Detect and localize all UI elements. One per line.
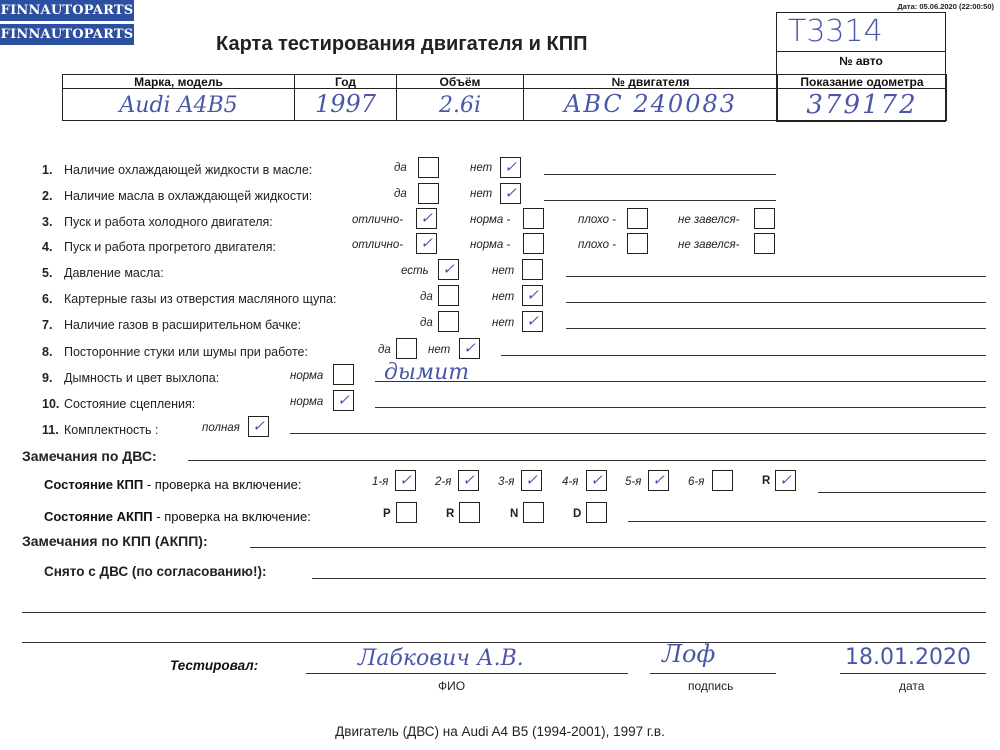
option-label: нет — [492, 291, 515, 303]
item-label: Состояние сцепления: — [64, 397, 196, 411]
checkbox[interactable] — [418, 183, 439, 204]
gear-label: 3-я — [498, 476, 515, 488]
col-header-odometer: Показание одометра — [778, 75, 947, 89]
tester-name-handwritten: Лабкович А.В. — [358, 646, 524, 671]
item-label: Посторонние стуки или шумы при работе: — [64, 345, 308, 359]
name-caption: ФИО — [438, 679, 466, 693]
option-label: да — [394, 162, 407, 174]
mode-label: R — [446, 508, 455, 520]
checkbox[interactable]: ✓ — [775, 470, 796, 491]
image-caption: Двигатель (ДВС) на Audi A4 B5 (1994-2001), 1997 г.в. — [335, 724, 665, 739]
item-number: 2. — [42, 189, 53, 203]
option-label: плохо - — [578, 239, 616, 251]
col-header-year: Год — [295, 75, 397, 89]
page-title: Карта тестирования двигателя и КПП — [216, 33, 588, 55]
notes-line[interactable] — [22, 642, 986, 643]
item-number: 9. — [42, 371, 53, 385]
gear-label: 6-я — [688, 476, 705, 488]
option-label: не завелся- — [678, 214, 740, 226]
auto-number-cell — [776, 12, 946, 52]
notes-line[interactable] — [375, 381, 986, 382]
checkbox[interactable] — [333, 364, 354, 385]
checkbox[interactable] — [523, 502, 544, 523]
checkbox[interactable] — [523, 208, 544, 229]
checkbox[interactable]: ✓ — [459, 338, 480, 359]
checkbox[interactable] — [754, 233, 775, 254]
item-label: Пуск и работа прогретого двигателя: — [64, 240, 276, 254]
gear-label: 2-я — [435, 476, 452, 488]
checkbox[interactable]: ✓ — [586, 470, 607, 491]
option-label: норма — [290, 370, 324, 382]
mode-label: N — [510, 508, 519, 520]
option-label: есть — [401, 265, 429, 277]
col-header-model: Марка, модель — [63, 75, 295, 89]
item-number: 7. — [42, 318, 53, 332]
checkbox[interactable] — [522, 259, 543, 280]
notes-line[interactable] — [312, 578, 986, 579]
gear-label: 5-я — [625, 476, 642, 488]
option-label: да — [420, 291, 433, 303]
volume-value: 2.6i — [397, 89, 524, 121]
option-label: норма — [290, 396, 324, 408]
item-number: 1. — [42, 163, 53, 177]
option-label: да — [420, 317, 433, 329]
item-number: 4. — [42, 240, 53, 254]
notes-line[interactable] — [566, 302, 986, 303]
checkbox[interactable] — [712, 470, 733, 491]
gear-label: 4-я — [562, 476, 579, 488]
option-label: норма - — [470, 214, 511, 226]
checkbox[interactable] — [396, 502, 417, 523]
mode-label: P — [383, 508, 391, 520]
checkbox[interactable] — [627, 233, 648, 254]
checkbox[interactable]: ✓ — [438, 259, 459, 280]
checkbox[interactable] — [396, 338, 417, 359]
item-number: 8. — [42, 345, 53, 359]
notes-line[interactable] — [566, 328, 986, 329]
year-value: 1997 — [295, 89, 397, 121]
date-line[interactable] — [840, 673, 986, 674]
checkbox[interactable]: ✓ — [416, 233, 437, 254]
item-label: Дымность и цвет выхлопа: — [64, 371, 220, 385]
signature-handwritten: Лоф — [662, 640, 716, 668]
notes-line[interactable] — [22, 612, 986, 613]
item-label: Давление масла: — [64, 266, 164, 280]
option-label: нет — [492, 265, 515, 277]
name-line[interactable] — [306, 673, 628, 674]
item-number: 6. — [42, 292, 53, 306]
checkbox[interactable] — [438, 285, 459, 306]
mode-label: D — [573, 508, 582, 520]
tested-label: Тестировал: — [170, 658, 259, 673]
checkbox[interactable] — [586, 502, 607, 523]
model-value: Audi A4B5 — [63, 89, 295, 121]
item-label: Картерные газы из отверстия масляного щупа: — [64, 292, 337, 306]
checkbox[interactable]: ✓ — [395, 470, 416, 491]
checkbox[interactable]: ✓ — [416, 208, 437, 229]
option-label: полная — [202, 422, 240, 434]
signature-line[interactable] — [650, 673, 776, 674]
checkbox[interactable]: ✓ — [522, 311, 543, 332]
date-stamp: Дата: 05.06.2020 (22:00:50) — [897, 2, 994, 11]
checkbox[interactable] — [754, 208, 775, 229]
option-label: нет — [470, 188, 493, 200]
checkbox[interactable]: ✓ — [333, 390, 354, 411]
notes-line[interactable] — [566, 276, 986, 277]
item-number: 10. — [42, 397, 60, 411]
checkbox[interactable]: ✓ — [458, 470, 479, 491]
option-label: отлично- — [352, 214, 404, 226]
option-label: не завелся- — [678, 239, 740, 251]
gear-label: 1-я — [372, 476, 389, 488]
option-label: норма - — [470, 239, 511, 251]
removed-label: Снято с ДВС (по согласованию!): — [44, 564, 267, 579]
gearbox-row-label: Состояние КПП - проверка на включение: — [44, 477, 302, 492]
item-number: 11. — [42, 423, 59, 437]
checkbox[interactable]: ✓ — [500, 183, 521, 204]
remarks-gearbox-label: Замечания по КПП (АКПП): — [22, 533, 208, 549]
date-caption: дата — [899, 679, 925, 693]
checkbox[interactable] — [523, 233, 544, 254]
col-header-engine-no: № двигателя — [524, 75, 778, 89]
option-label: нет — [428, 344, 451, 356]
checkbox[interactable]: ✓ — [521, 470, 542, 491]
brand-logo: FINNAUTOPARTS — [0, 24, 134, 45]
notes-line[interactable] — [501, 355, 986, 356]
date-handwritten: 18.01.2020 — [845, 645, 971, 670]
checkbox[interactable] — [459, 502, 480, 523]
item-number: 5. — [42, 266, 53, 280]
item-label: Комплектность : — [64, 423, 159, 437]
notes-line[interactable] — [188, 460, 986, 461]
option-label: да — [378, 344, 391, 356]
checkbox[interactable] — [627, 208, 648, 229]
notes-line[interactable] — [375, 407, 986, 408]
notes-line[interactable] — [290, 433, 986, 434]
notes-line[interactable] — [818, 492, 986, 493]
engine-number-value: ABC 240083 — [524, 89, 778, 121]
item-number: 3. — [42, 215, 53, 229]
vehicle-info-table — [62, 74, 947, 121]
signature-caption: подпись — [688, 679, 734, 693]
odometer-value: 379172 — [778, 89, 947, 121]
gear-label: R — [762, 475, 771, 487]
checkbox[interactable] — [438, 311, 459, 332]
brand-logo: FINNAUTOPARTS — [0, 0, 134, 21]
option-label: плохо - — [578, 214, 616, 226]
handwritten-note: дымит — [384, 360, 470, 385]
checkbox[interactable] — [418, 157, 439, 178]
checkbox[interactable]: ✓ — [648, 470, 669, 491]
notes-line[interactable] — [544, 174, 776, 175]
option-label: нет — [492, 317, 515, 329]
auto-number-label: № авто — [839, 54, 883, 68]
col-header-volume: Объём — [397, 75, 524, 89]
option-label: отлично- — [352, 239, 404, 251]
option-label: да — [394, 188, 407, 200]
checkbox[interactable]: ✓ — [500, 157, 521, 178]
option-label: нет — [470, 162, 493, 174]
item-label: Пуск и работа холодного двигателя: — [64, 215, 273, 229]
item-label: Наличие масла в охлаждающей жидкости: — [64, 189, 313, 203]
item-label: Наличие охлаждающей жидкости в масле: — [64, 163, 313, 177]
notes-line[interactable] — [250, 547, 986, 548]
checkbox[interactable]: ✓ — [522, 285, 543, 306]
auto-gearbox-row-label: Состояние АКПП - проверка на включение: — [44, 509, 311, 524]
auto-number-handwritten: Т3314 — [788, 14, 883, 49]
item-label: Наличие газов в расширительном бачке: — [64, 318, 302, 332]
remarks-engine-label: Замечания по ДВС: — [22, 448, 157, 464]
checkbox[interactable]: ✓ — [248, 416, 269, 437]
notes-line[interactable] — [628, 521, 986, 522]
notes-line[interactable] — [544, 200, 776, 201]
